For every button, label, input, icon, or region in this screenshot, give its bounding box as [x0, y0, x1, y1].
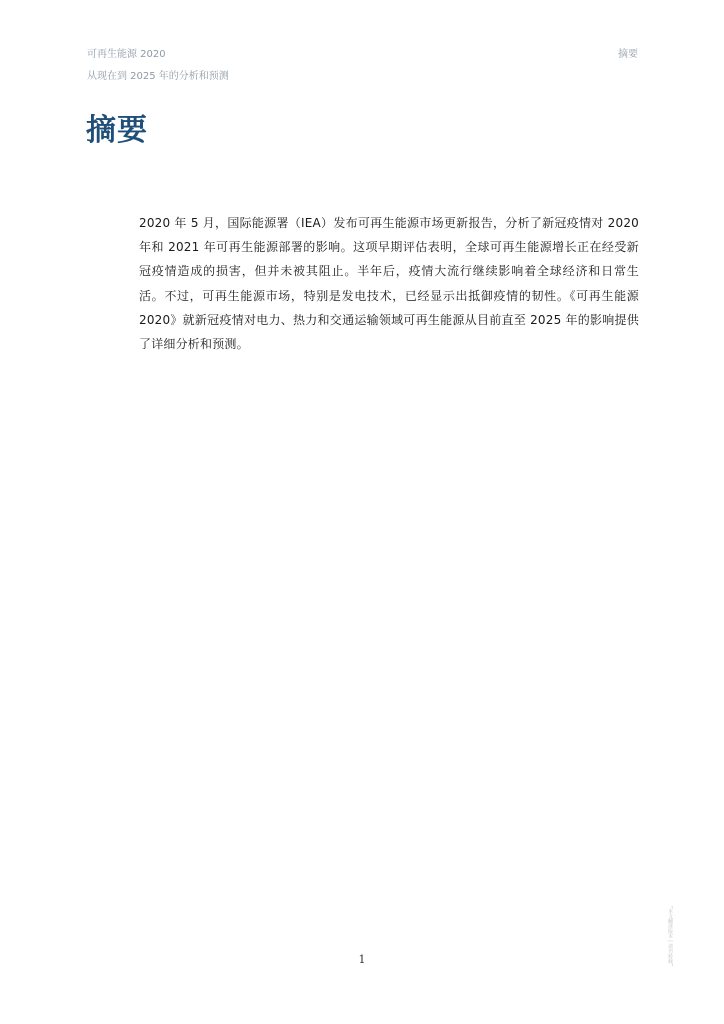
summary-paragraph: 2020 年 5 月，国际能源署（IEA）发布可再生能源市场更新报告，分析了新冠疫情对 2020 年和 2021 年可再生能源部署的影响。这项早期评估表明，全球可再生能源增长正在经受新冠疫情造成的损害，但并未被其阻止。半年后，疫情大流行继续影响着全球经济和日常生活。不过，可再生能源市场，特别是发电技术，已经显示出抵御疫情的韧性。《可再生能源 2020》就新冠疫情对电力、热力和交通运输领域可再生能源从目前直至 2025 年的影响提供了详细分析和预测。: [139, 216, 639, 352]
running-header: [87, 44, 229, 88]
side-note: “本文翻译版本 | 请勿转载”: [667, 906, 673, 967]
section-label: 摘要: [618, 49, 638, 60]
report-title: 可再生能源 2020: [87, 49, 166, 60]
page-title: 摘要: [86, 113, 148, 148]
report-subtitle: 从现在到 2025 年的分析和预测: [87, 71, 229, 82]
page-number: 1: [358, 953, 366, 966]
